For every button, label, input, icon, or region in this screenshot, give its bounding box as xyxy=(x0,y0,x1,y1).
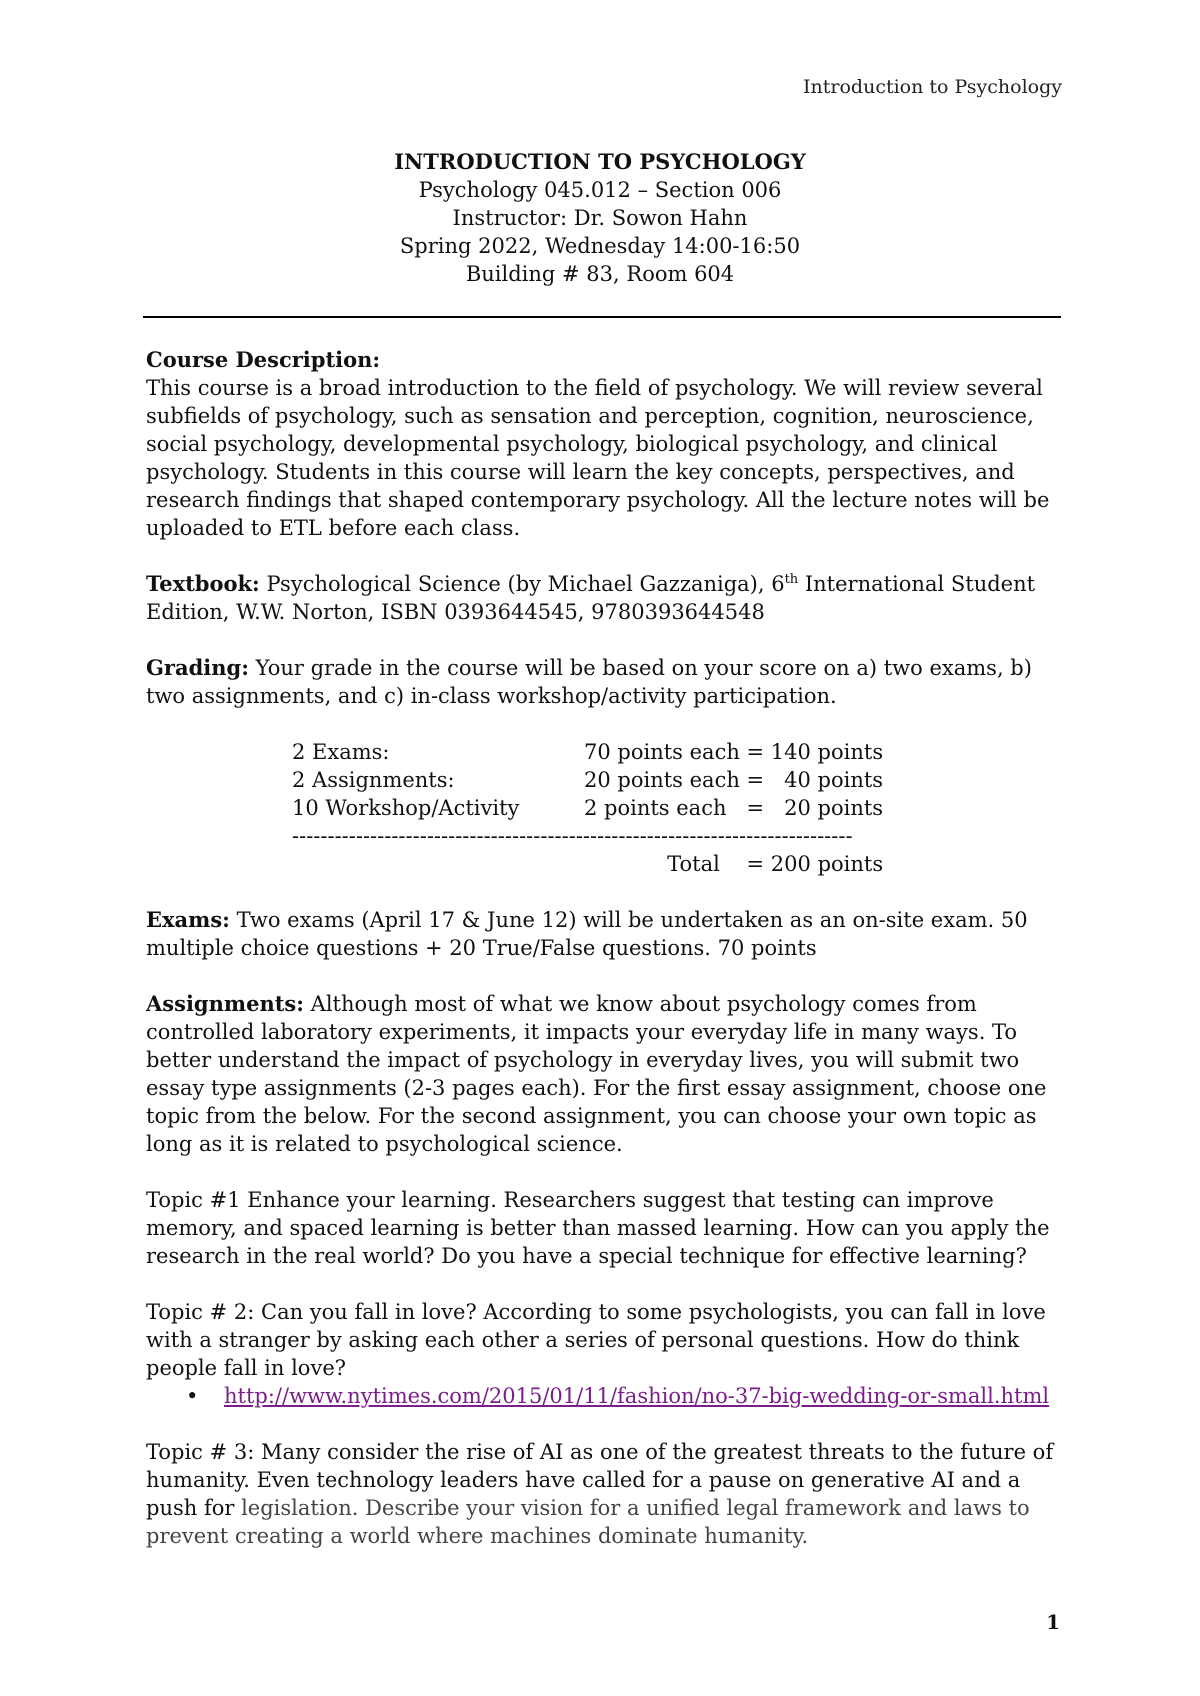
assignments-label: Assignments: xyxy=(146,991,304,1016)
location: Building # 83, Room 604 xyxy=(465,262,735,286)
nytimes-link[interactable]: http://www.nytimes.com/2015/01/11/fashion/no-37-big-wedding-or-small.html xyxy=(224,1384,1050,1408)
assignments-section xyxy=(146,990,1066,1158)
grading-section xyxy=(146,654,1066,710)
grading-label: Grading: xyxy=(146,655,249,680)
course-description-heading: Course Description: xyxy=(146,347,381,372)
topic-3-text: Topic # 3: Many consider the rise of AI as one of the greatest threats to the future of humanity. Even technology leaders have called for a pause on generative AI and a push for xyxy=(146,1440,1054,1520)
assignments-text: Although most of what we know about psychology comes from controlled laboratory experiments, it impacts your everyday life in many ways. To better understand the impact of psychology in everyday lives, you will submit two essay type assignments (2-3 pages each). For the first essay assignment, choose one topic from the below. For the second assignment, you can choose your own topic as long as it is related to psychological science. xyxy=(146,992,1047,1156)
textbook-superscript: th xyxy=(784,572,799,587)
bullet-icon: • xyxy=(186,1384,199,1408)
grading-separator: ------------------------------------------------------------------------------- xyxy=(292,824,853,848)
course-number: Psychology 045.012 – Section 006 xyxy=(418,178,782,202)
grading-row xyxy=(292,738,883,766)
horizontal-rule xyxy=(143,316,1061,318)
grading-points: 20 points each = 40 points xyxy=(584,768,884,792)
topic-3-text-end: legislation. Describe your vision for a unified legal framework and laws to prevent creating a world where machines dominate humanity. xyxy=(146,1496,1030,1548)
title-block xyxy=(0,148,1200,288)
running-header: Introduction to Psychology xyxy=(803,76,1062,98)
grading-total: Total = 200 points xyxy=(667,852,884,876)
grading-points: 2 points each = 20 points xyxy=(584,796,884,820)
instructor: Instructor: Dr. Sowon Hahn xyxy=(452,206,748,230)
topic-2: Topic # 2: Can you fall in love? According to some psychologists, you can fall in love with a stranger by asking each other a series of personal questions. How do think people fall in love? xyxy=(146,1300,1046,1380)
topic-1: Topic #1 Enhance your learning. Researchers suggest that testing can improve memory, and spaced learning is better than massed learning. How can you apply the research in the real world? Do you have a special technique for effective learning? xyxy=(146,1188,1050,1268)
schedule: Spring 2022, Wednesday 14:00-16:50 xyxy=(399,234,801,258)
textbook-text-before: Psychological Science (by Michael Gazzaniga), 6 xyxy=(259,572,785,596)
course-description-section xyxy=(146,346,1066,542)
grading-points: 70 points each = 140 points xyxy=(584,740,884,764)
course-title: INTRODUCTION TO PSYCHOLOGY xyxy=(394,149,806,174)
document-body xyxy=(146,346,1066,1578)
textbook-section xyxy=(146,570,1066,626)
exams-section xyxy=(146,906,1066,962)
page-number: 1 xyxy=(1046,1610,1060,1634)
grading-text: Your grade in the course will be based on your score on a) two exams, b) two assignments, and c) in-class workshop/activity participation. xyxy=(146,656,1032,708)
topic-2-reference xyxy=(146,1382,1066,1410)
exams-text: Two exams (April 17 & June 12) will be undertaken as an on-site exam. 50 multiple choice questions + 20 True/False questions. 70 points xyxy=(146,908,1028,960)
grading-item: 10 Workshop/Activity xyxy=(292,796,520,820)
textbook-text-after: International Student Edition, W.W. Norton, ISBN 0393644545, 9780393644548 xyxy=(146,572,1036,624)
textbook-label: Textbook: xyxy=(146,571,260,596)
grading-separator-row xyxy=(292,822,883,850)
exams-label: Exams: xyxy=(146,907,230,932)
grading-item: 2 Assignments: xyxy=(292,768,455,792)
grading-row xyxy=(292,766,883,794)
topic-3 xyxy=(146,1438,1066,1550)
grading-total-row xyxy=(292,850,883,878)
grading-table xyxy=(292,738,883,878)
course-description-text: This course is a broad introduction to the field of psychology. We will review several subfields of psychology, such as sensation and perception, cognition, neuroscience, social psychology, developmental psychology, biological psychology, and clinical psychology. Students in this course will learn the key concepts, perspectives, and research findings that shaped contemporary psychology. All the lecture notes will be uploaded to ETL before each class. xyxy=(146,376,1050,540)
grading-item: 2 Exams: xyxy=(292,740,390,764)
grading-row xyxy=(292,794,883,822)
